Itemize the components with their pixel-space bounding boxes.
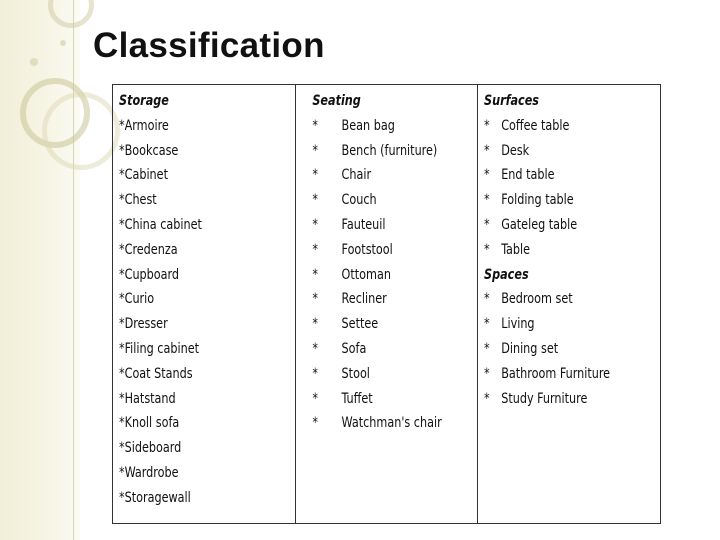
bullet-star: * <box>484 340 490 357</box>
list-item: *Filing cabinet <box>119 340 200 357</box>
item-text: Gateleg table <box>501 216 578 233</box>
list-item <box>302 188 447 213</box>
item-text: Tuffet <box>341 390 373 407</box>
slide-title: Classification <box>93 26 325 65</box>
item-text: Bedroom set <box>501 291 573 308</box>
list-item <box>484 387 630 412</box>
seating-list <box>302 114 471 436</box>
bullet-star: * <box>312 117 318 134</box>
list-item: *China cabinet <box>119 216 202 233</box>
bullet-star: * <box>312 142 318 159</box>
item-text: Stool <box>341 365 370 382</box>
item-text: Ottoman <box>341 266 391 283</box>
item-text: Living <box>501 316 535 333</box>
decorative-dot <box>60 40 66 46</box>
bullet-star: * <box>312 415 318 432</box>
item-text: Coffee table <box>501 117 570 134</box>
bullet-star: * <box>484 117 490 134</box>
list-item <box>302 312 447 337</box>
item-text: Bench (furniture) <box>341 142 438 159</box>
list-item <box>484 188 630 213</box>
bullet-star: * <box>312 291 318 308</box>
list-item: *Cupboard <box>119 266 180 283</box>
list-item <box>302 362 447 387</box>
item-text: Bathroom Furniture <box>501 365 611 382</box>
item-text: Sofa <box>341 340 367 357</box>
list-item: *Coat Stands <box>119 365 193 382</box>
item-text: Recliner <box>341 291 387 308</box>
bullet-star: * <box>312 192 318 209</box>
spaces-list <box>484 287 654 411</box>
item-text: Desk <box>501 142 530 159</box>
bullet-star: * <box>484 390 490 407</box>
list-item: *Knoll sofa <box>119 415 180 432</box>
decorative-dot <box>30 58 38 66</box>
item-text: Footstool <box>341 241 393 258</box>
bullet-star: * <box>484 365 490 382</box>
bullet-star: * <box>484 167 490 184</box>
item-text: Dining set <box>501 340 559 357</box>
storage-column <box>113 85 296 524</box>
storage-heading: Storage <box>119 93 169 109</box>
bullet-star: * <box>312 241 318 258</box>
list-item: *Cabinet <box>119 167 168 184</box>
list-item: *Dresser <box>119 316 168 333</box>
list-item <box>302 337 447 362</box>
item-text: Couch <box>341 192 377 209</box>
list-item <box>484 337 630 362</box>
item-text: Settee <box>341 316 379 333</box>
bullet-star: * <box>312 365 318 382</box>
bullet-star: * <box>484 291 490 308</box>
list-item: *Curio <box>119 291 155 308</box>
spaces-heading: Spaces <box>484 266 529 283</box>
bullet-star: * <box>484 192 490 209</box>
list-item: *Hatstand <box>119 390 176 407</box>
list-item: *Storagewall <box>119 489 191 506</box>
storage-list <box>119 114 289 511</box>
classification-table <box>112 84 661 524</box>
list-item <box>484 238 630 263</box>
item-text: End table <box>501 167 555 184</box>
bullet-star: * <box>484 316 490 333</box>
item-text: Table <box>501 241 531 258</box>
bullet-star: * <box>312 340 318 357</box>
list-item: *Sideboard <box>119 440 182 457</box>
list-item <box>302 114 447 139</box>
side-divider-line <box>73 0 74 540</box>
surfaces-column <box>478 85 661 524</box>
list-item: *Credenza <box>119 241 178 258</box>
item-text: Chair <box>341 167 372 184</box>
item-text: Watchman's chair <box>341 415 442 432</box>
decorative-ring <box>42 92 120 170</box>
list-item <box>302 139 447 164</box>
list-item <box>484 163 630 188</box>
bullet-star: * <box>312 316 318 333</box>
bullet-star: * <box>484 216 490 233</box>
list-item: *Armoire <box>119 117 169 134</box>
item-text: Folding table <box>501 192 574 209</box>
list-item <box>484 287 630 312</box>
surfaces-list <box>484 114 654 263</box>
list-item <box>302 387 447 412</box>
bullet-star: * <box>484 241 490 258</box>
item-text: Bean bag <box>341 117 395 134</box>
list-item: *Bookcase <box>119 142 179 159</box>
item-text: Study Furniture <box>501 390 588 407</box>
list-item <box>302 163 447 188</box>
seating-heading: Seating <box>312 93 361 109</box>
item-text: Fauteuil <box>341 216 386 233</box>
bullet-star: * <box>312 390 318 407</box>
bullet-star: * <box>312 266 318 283</box>
surfaces-heading: Surfaces <box>484 93 539 109</box>
bullet-star: * <box>312 167 318 184</box>
list-item: *Chest <box>119 192 157 209</box>
list-item <box>302 287 447 312</box>
list-item <box>484 362 630 387</box>
list-item <box>302 238 447 263</box>
list-item <box>484 114 630 139</box>
bullet-star: * <box>312 216 318 233</box>
list-item <box>302 213 447 238</box>
list-item: *Wardrobe <box>119 464 179 481</box>
list-item <box>302 263 447 288</box>
seating-column <box>296 85 478 524</box>
bullet-star: * <box>484 142 490 159</box>
list-item <box>484 213 630 238</box>
list-item <box>484 139 630 164</box>
list-item <box>484 312 630 337</box>
list-item <box>302 411 447 436</box>
